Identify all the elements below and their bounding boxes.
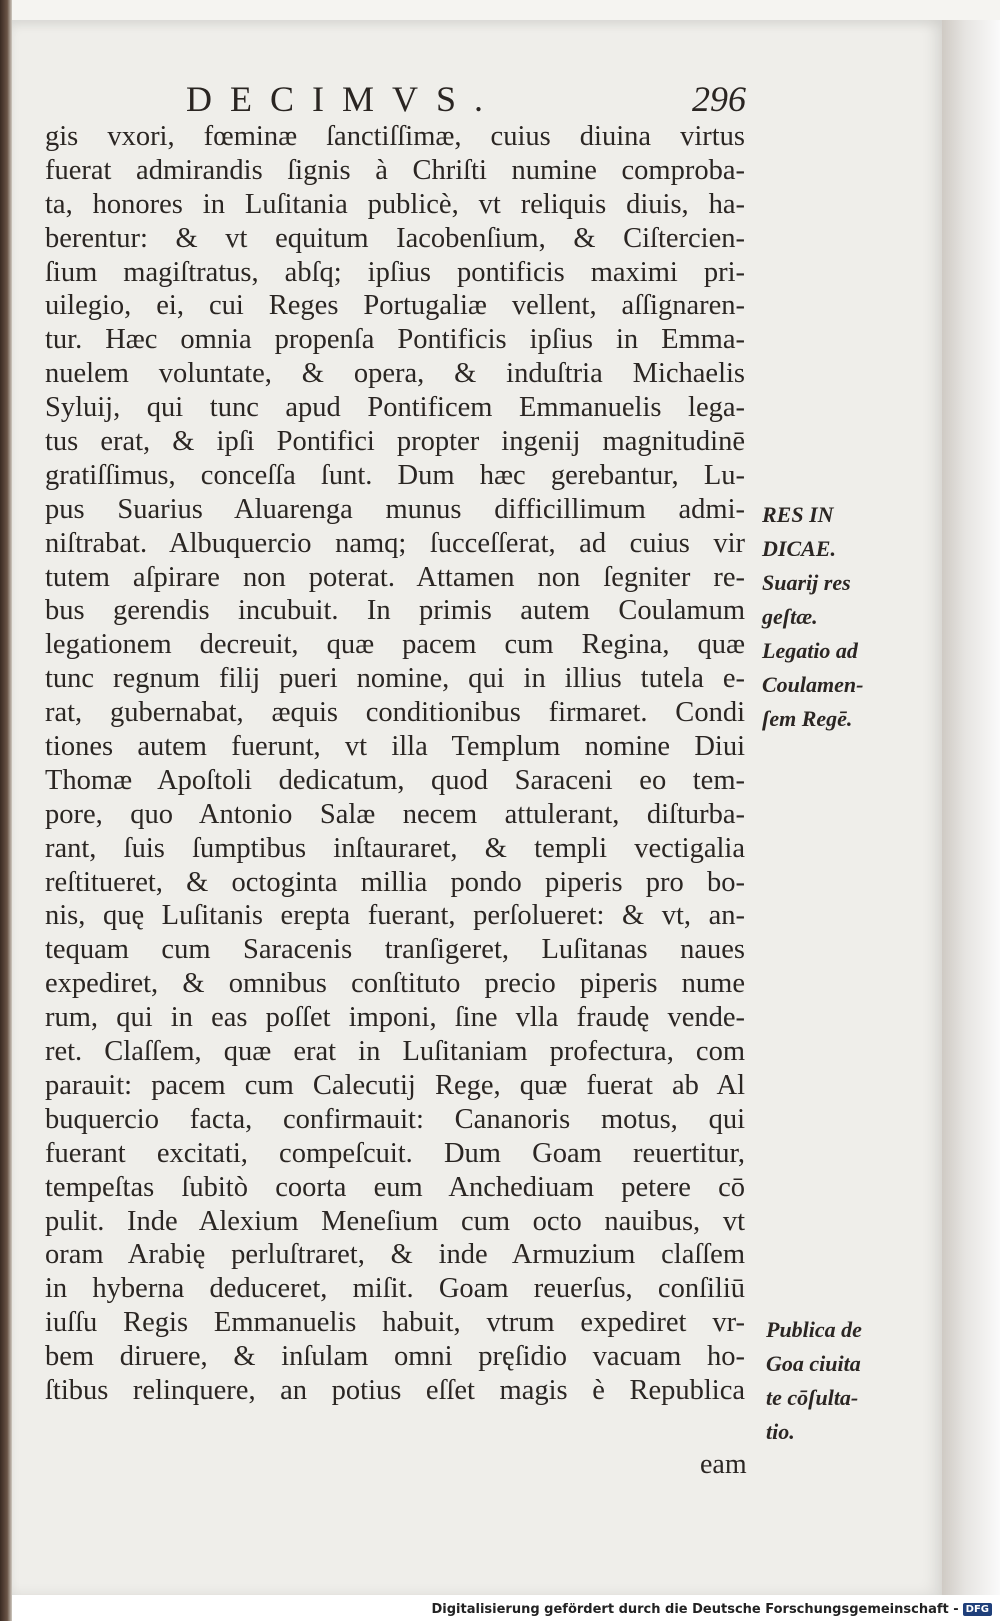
text-line: bus gerendis incubuit. In primis autem Coulamum [45,595,745,627]
text-line: reſtitueret, & octoginta millia pondo piperis pro bo- [45,866,745,898]
text-line: iuſſu Regis Emmanuelis habuit, vtrum expediret vr- [45,1307,745,1339]
digitization-footer [432,1602,993,1617]
text-line: tempeſtas ſubitò coorta eum Anchediuam petere cō [45,1171,745,1203]
text-line: ret. Claſſem, quæ erat in Luſitaniam profectura, com [45,1036,745,1068]
marginal-note-line: tio. [766,1419,795,1444]
marginal-note-line: Publica de [766,1317,862,1342]
text-line: tiones autem fuerunt, vt illa Templum nomine Diui [45,731,745,763]
text-line: nis, quę Luſitanis erepta fuerant, perſolueret: & vt, an- [45,900,745,932]
page-edge-shadow [942,20,1000,1595]
text-line: rat, gubernabat, æquis conditionibus firmaret. Condi [45,697,745,729]
text-line: niſtrabat. Albuquercio namq; ſucceſſerat, ad cuius vir [45,527,745,559]
marginal-note-line: te cōſulta- [766,1385,859,1410]
marginal-note-publica-consultatio [766,1313,862,1449]
dfg-logo: DFG [963,1603,992,1616]
body-text-block [45,120,745,1408]
text-line: gratiſſimus, conceſſa ſunt. Dum hæc gerebantur, Lu- [45,459,745,491]
text-line: uilegio, ei, cui Reges Portugaliæ vellent, aſſignaren- [45,290,745,322]
text-line: rum, qui in eas poſſet imponi, ſine vlla fraudę vende- [45,1002,745,1034]
text-line: tus erat, & ipſi Pontifici propter ingenij magnitudinē [45,426,745,458]
marginal-note-line: DICAE. [762,536,836,561]
marginal-note-line: ſem Regē. [762,706,853,731]
text-line: ſium magiſtratus, abſq; ipſius pontificis maximi pri- [45,256,745,288]
running-header [186,78,746,122]
marginal-note-line: geſtæ. [762,604,818,629]
text-line: oram Arabię perluſtraret, & inde Armuzium claſſem [45,1239,745,1271]
text-line: fuerat admirandis ſignis à Chriſti numine comproba- [45,154,745,186]
catchword: eam [700,1449,747,1480]
text-line: Thomæ Apoſtoli dedicatum, quod Saraceni eo tem- [45,764,745,796]
book-spine-edge [0,0,12,1621]
text-line: berentur: & vt equitum Iacobenſium, & Ciſtercien- [45,222,745,254]
marginal-note-line: Legatio ad [762,638,858,663]
text-line: legationem decreuit, quæ pacem cum Regina, quæ [45,629,745,661]
text-line: parauit: pacem cum Calecutij Rege, quæ fuerat ab Al [45,1069,745,1101]
marginal-note-line: Suarij res [762,570,851,595]
text-line: tunc regnum filij pueri nomine, qui in illius tutela e- [45,663,745,695]
marginal-note-line: Coulamen- [762,672,864,697]
text-line: tequam cum Saracenis tranſigeret, Luſitanas naues [45,934,745,966]
page-number: 296 [692,79,746,119]
marginal-note-line: RES IN [762,502,834,527]
text-line: ſtibus relinquere, an potius eſſet magis è Republica [45,1374,745,1406]
text-line: Syluij, qui tunc apud Pontificem Emmanuelis lega- [45,392,745,424]
text-line: pulit. Inde Alexium Meneſium cum octo nauibus, vt [45,1205,745,1237]
text-line: bem diruere, & inſulam omni pręſidio vacuam ho- [45,1341,745,1373]
text-line: fuerant excitati, compeſcuit. Dum Goam reuertitur, [45,1137,745,1169]
text-line: in hyberna deduceret, miſit. Goam reuerſus, conſiliū [45,1273,745,1305]
text-line: expediret, & omnibus conſtituto precio piperis nume [45,968,745,1000]
marginal-note-res-indicae [762,498,851,634]
running-title: DECIMVS. [186,79,502,119]
text-line: ta, honores in Luſitania publicè, vt reliquis diuis, ha- [45,188,745,220]
marginal-note-line: Goa ciuita [766,1351,861,1376]
text-line: tur. Hæc omnia propenſa Pontificis ipſius in Emma- [45,324,745,356]
text-line: rant, ſuis ſumptibus inſtauraret, & templi vectigalia [45,832,745,864]
text-line: nuelem voluntate, & opera, & induſtria Michaelis [45,358,745,390]
text-line: tutem aſpirare non poterat. Attamen non ſegniter re- [45,561,745,593]
marginal-note-legatio [762,634,863,736]
footer-credit-text: Digitalisierung gefördert durch die Deutsche Forschungsgemeinschaft - [431,1602,959,1617]
text-line: pus Suarius Aluarenga munus difficillimum admi- [45,493,745,525]
text-line: gis vxori, fœminæ ſanctiſſimæ, cuius diuina virtus [45,121,745,152]
text-line: pore, quo Antonio Salæ necem attulerant, diſturba- [45,798,745,830]
text-line: buquercio facta, confirmauit: Cananoris motus, qui [45,1103,745,1135]
